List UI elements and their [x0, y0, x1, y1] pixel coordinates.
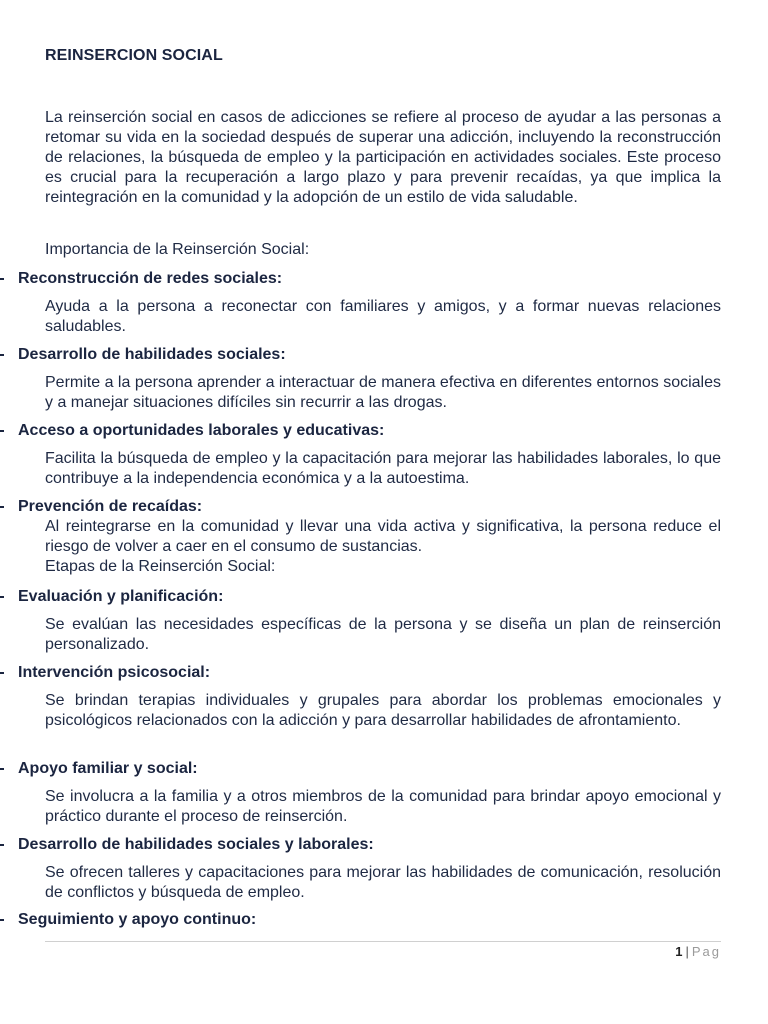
importance-heading: Importancia de la Reinserción Social: — [45, 241, 310, 258]
bullet-marker — [0, 768, 4, 770]
list-item-text: Se evalúan las necesidades específicas de la persona y se diseña un plan de reinserción personalizado. — [45, 616, 721, 653]
intro-paragraph: La reinserción social en casos de adicciones se refiere al proceso de ayudar a las personas a retomar su vida en la sociedad después de superar una adicción, incluyendo la reconstrucción de relaciones, la búsqueda de empleo y la participación en actividades sociales. Este proceso es crucial para la recuperación a largo plazo y para prevenir recaídas, ya que implica la reintegración en la comunidad y la adopción de un estilo de vida saludable. — [45, 109, 721, 206]
bullet-marker — [0, 430, 4, 432]
list-item-text: Se brindan terapias individuales y grupales para abordar los problemas emocionales y psicológicos relacionados con la adicción y para desarrollar habilidades de afrontamiento. — [45, 692, 721, 729]
list-item-title: Prevención de recaídas: — [0, 497, 202, 517]
bullet-marker — [0, 844, 4, 846]
list-item-title: Evaluación y planificación: — [0, 587, 223, 607]
list-item-text: Ayuda a la persona a reconectar con familiares y amigos, y a formar nuevas relaciones saludables. — [45, 298, 721, 335]
list-item-text: Se involucra a la familia y a otros miembros de la comunidad para brindar apoyo emocional y práctico durante el proceso de reinserción. — [45, 788, 721, 825]
list-item-text: Se ofrecen talleres y capacitaciones para mejorar las habilidades de comunicación, resolución de conflictos y búsqueda de empleo. — [45, 864, 721, 901]
bullet-marker — [0, 596, 4, 598]
list-item-title: Desarrollo de habilidades sociales y laborales: — [0, 835, 374, 855]
bullet-marker — [0, 919, 4, 921]
bullet-marker — [0, 506, 4, 508]
footer-divider — [45, 941, 721, 942]
stages-heading: Etapas de la Reinserción Social: — [45, 558, 276, 575]
list-item-text: Permite a la persona aprender a interactuar de manera efectiva en diferentes entornos sociales y a manejar situaciones difíciles sin recurrir a las drogas. — [45, 374, 721, 411]
bullet-marker — [0, 672, 4, 674]
list-item-text: Al reintegrarse en la comunidad y llevar una vida activa y significativa, la persona reduce el riesgo de volver a caer en el consumo de sustancias. — [45, 518, 721, 555]
list-item-title: Seguimiento y apoyo continuo: — [0, 910, 256, 930]
page-footer — [675, 944, 721, 959]
list-item-title: Acceso a oportunidades laborales y educativas: — [0, 421, 384, 441]
list-item-title: Reconstrucción de redes sociales: — [0, 269, 282, 289]
bullet-marker — [0, 278, 4, 280]
list-item-text: Facilita la búsqueda de empleo y la capacitación para mejorar las habilidades laborales, lo que contribuye a la independencia económica y a la autoestima. — [45, 450, 721, 487]
list-item-title: Apoyo familiar y social: — [0, 759, 198, 779]
list-item-title: Intervención psicosocial: — [0, 663, 210, 683]
list-item-title: Desarrollo de habilidades sociales: — [0, 345, 286, 365]
bullet-marker — [0, 354, 4, 356]
document-title: REINSERCION SOCIAL — [45, 47, 223, 64]
page-number: 1 — [675, 944, 683, 959]
page-label: Pag — [691, 944, 721, 959]
footer-separator: | — [685, 944, 689, 959]
